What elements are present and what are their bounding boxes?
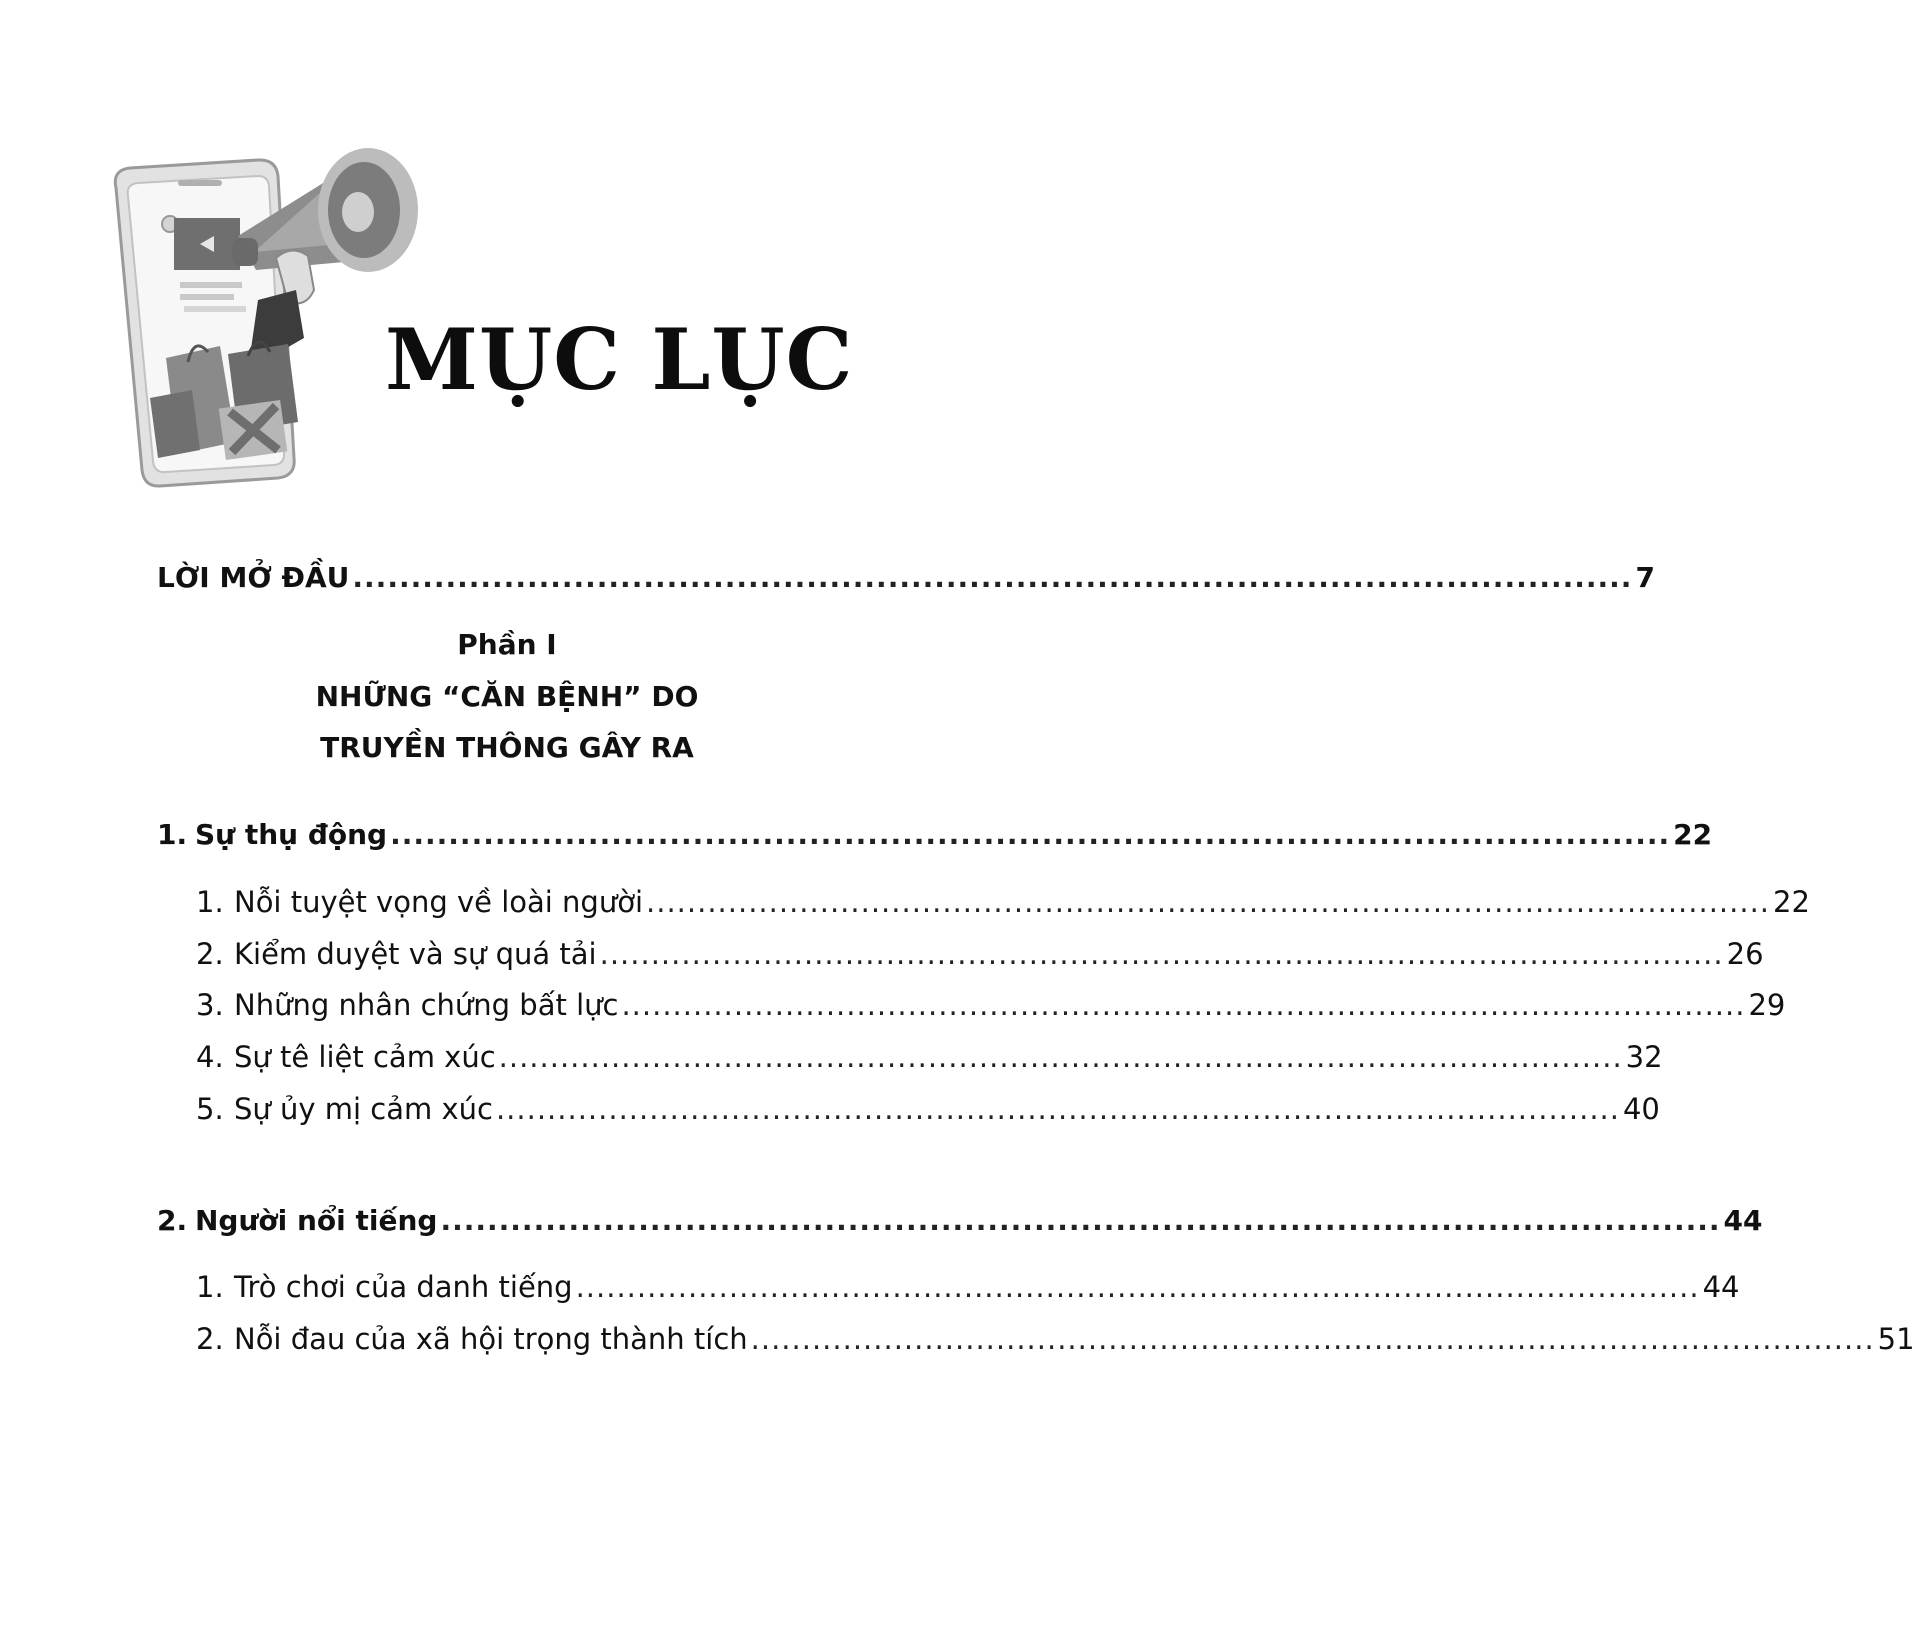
- page-number: 51: [1877, 1322, 1915, 1356]
- item-number: 4.: [196, 1040, 224, 1074]
- toc-entry-label: [196, 1322, 748, 1356]
- dot-leader: ..............................................................................................................: [599, 937, 1724, 971]
- item-title: Kiểm duyệt và sự quá tải: [234, 937, 597, 971]
- page-number: 29: [1748, 988, 1786, 1022]
- chapter-number: 1.: [157, 818, 188, 851]
- page-title: MỤC LỤC: [385, 310, 854, 409]
- dot-leader: ..............................................................................................................: [495, 1092, 1620, 1126]
- toc-subentry[interactable]: [196, 988, 1786, 1022]
- part-title-line-2: TRUYỀN THÔNG GÂY RA: [320, 731, 694, 764]
- page-number: 7: [1635, 561, 1655, 594]
- page-number: 22: [1773, 885, 1810, 919]
- toc-subentry[interactable]: [196, 1322, 1915, 1356]
- page-number: 44: [1702, 1270, 1740, 1304]
- toc-subentry[interactable]: [196, 1270, 1740, 1304]
- item-number: 1.: [196, 885, 224, 919]
- toc-entry-label: [196, 1092, 493, 1126]
- dot-leader: ..............................................................................................................: [621, 988, 1746, 1022]
- toc-subentry[interactable]: [196, 1040, 1663, 1074]
- page-number: 40: [1622, 1092, 1660, 1126]
- dot-leader: ..............................................................................................................: [390, 818, 1671, 851]
- item-title: Sự ủy mị cảm xúc: [234, 1092, 493, 1126]
- item-title: Nỗi tuyệt vọng về loài người: [234, 885, 644, 919]
- item-title: Những nhân chứng bất lực: [234, 988, 619, 1022]
- page-number: 22: [1673, 818, 1713, 851]
- dot-leader: ..............................................................................................................: [750, 1322, 1875, 1356]
- toc-entry-label: [196, 1040, 496, 1074]
- page-number: 44: [1723, 1204, 1763, 1237]
- page-number: 32: [1625, 1040, 1663, 1074]
- item-number: 2.: [196, 1322, 224, 1356]
- dot-leader: ..............................................................................................................: [352, 561, 1633, 594]
- dot-leader: ..............................................................................................................: [498, 1040, 1623, 1074]
- toc-entry-label: [196, 1270, 573, 1304]
- toc-chapter[interactable]: [157, 818, 1713, 851]
- dot-leader: ..............................................................................................................: [440, 1204, 1721, 1237]
- toc-subentry[interactable]: [196, 1092, 1660, 1126]
- item-title: Nỗi đau của xã hội trọng thành tích: [234, 1322, 748, 1356]
- page-number: 26: [1726, 937, 1764, 971]
- toc-entry-label: LỜI MỞ ĐẦU: [157, 561, 350, 594]
- toc-subentry[interactable]: [196, 937, 1764, 971]
- gift-box-icon: [219, 400, 288, 460]
- item-number: 5.: [196, 1092, 224, 1126]
- part-title-line-1: NHỮNG “CĂN BỆNH” DO: [315, 680, 699, 713]
- item-title: Trò chơi của danh tiếng: [234, 1270, 573, 1304]
- item-number: 3.: [196, 988, 224, 1022]
- dot-leader: ..............................................................................................................: [575, 1270, 1700, 1304]
- part-label: Phần I: [457, 628, 557, 661]
- toc-chapter[interactable]: [157, 1204, 1763, 1237]
- item-number: 2.: [196, 937, 224, 971]
- chapter-title: Người nổi tiếng: [195, 1204, 438, 1237]
- item-number: 1.: [196, 1270, 224, 1304]
- toc-entry-label: [196, 988, 618, 1022]
- toc-entry-label: [196, 937, 597, 971]
- chapter-title: Sự thụ động: [195, 818, 388, 851]
- item-title: Sự tê liệt cảm xúc: [234, 1040, 496, 1074]
- toc-entry-intro[interactable]: [157, 561, 1655, 594]
- chapter-number: 2.: [157, 1204, 188, 1237]
- dot-leader: ..............................................................................................................: [646, 885, 1771, 919]
- toc-entry-label: [157, 1204, 437, 1237]
- toc-entry-label: [196, 885, 643, 919]
- toc-subentry[interactable]: [196, 885, 1810, 919]
- toc-entry-label: [157, 818, 387, 851]
